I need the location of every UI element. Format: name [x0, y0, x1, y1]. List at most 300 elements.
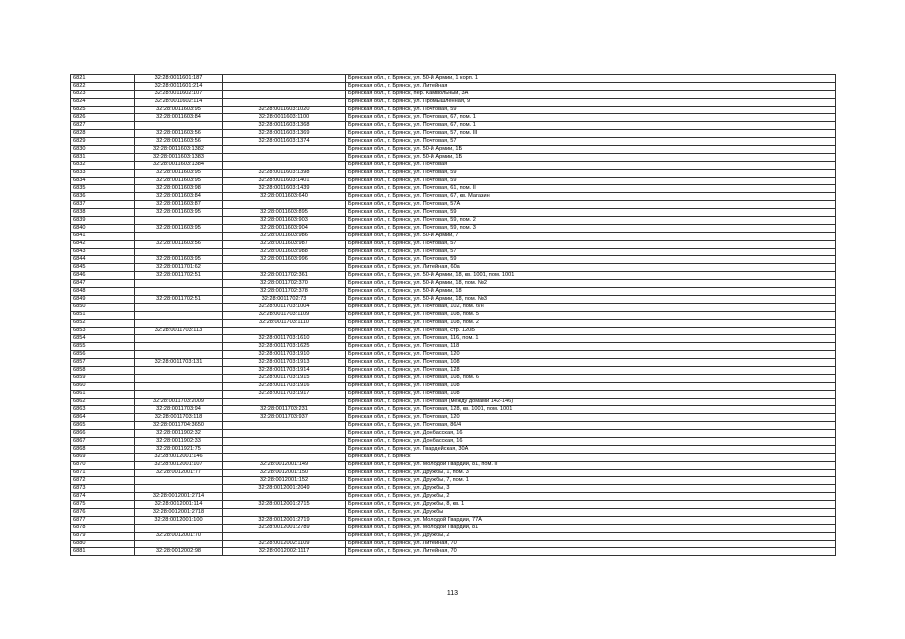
object-cadastral-number-cell: [223, 445, 346, 453]
object-cadastral-number-cell: 32:28:0011702:370: [223, 280, 346, 288]
table-row: [71, 532, 836, 540]
land-cadastral-number-cell: 32:28:0011603:95: [135, 106, 223, 114]
object-cadastral-number-cell: 32:28:0011703:1109: [223, 311, 346, 319]
address-cell: Брянская обл., г. Брянск, ул. Дружбы, 7, пом. 1: [346, 477, 836, 485]
address-cell: Брянская обл., г. Брянск, ул. Почтовая, 59, пом. 2: [346, 217, 836, 225]
address-cell: Брянская обл., г. Брянск, ул. Почтовая, 59, пом. 3: [346, 224, 836, 232]
land-cadastral-number-cell: [135, 319, 223, 327]
row-number-cell: 6860: [71, 382, 135, 390]
row-number-cell: 6821: [71, 75, 135, 83]
table-row: [71, 303, 836, 311]
land-cadastral-number-cell: [135, 311, 223, 319]
table-row: [71, 114, 836, 122]
object-cadastral-number-cell: 32:28:0012001:149: [223, 461, 346, 469]
address-cell: Брянская обл., г. Брянск, ул. Почтовая, 108: [346, 382, 836, 390]
address-cell: Брянская обл., г. Брянск, ул. Почтовая, 67, пом. 1: [346, 114, 836, 122]
address-cell: Брянская обл., г. Брянск, ул. 50-й Армии, 1Б: [346, 153, 836, 161]
row-number-cell: 6843: [71, 248, 135, 256]
address-cell: Брянская обл., г. Брянск, ул. Почтовая, 108: [346, 390, 836, 398]
land-cadastral-number-cell: [135, 477, 223, 485]
land-cadastral-number-cell: 32:28:0011603:1383: [135, 153, 223, 161]
address-cell: Брянская обл., г. Брянск, ул. Гвардейская, 30А: [346, 445, 836, 453]
table-row: [71, 224, 836, 232]
land-cadastral-number-cell: 32:28:0011603:56: [135, 130, 223, 138]
address-cell: Брянская обл., г. Брянск, ул. 50-й Армии, 7: [346, 232, 836, 240]
object-cadastral-number-cell: 32:28:0012002:1117: [223, 548, 346, 556]
land-cadastral-number-cell: 32:28:0011603:95: [135, 169, 223, 177]
object-cadastral-number-cell: 32:28:0011603:1439: [223, 185, 346, 193]
object-cadastral-number-cell: [223, 146, 346, 154]
object-cadastral-number-cell: [223, 327, 346, 335]
row-number-cell: 6831: [71, 153, 135, 161]
row-number-cell: 6833: [71, 169, 135, 177]
row-number-cell: 6853: [71, 327, 135, 335]
object-cadastral-number-cell: 32:28:0012002:1109: [223, 540, 346, 548]
object-cadastral-number-cell: 32:28:0011603:640: [223, 193, 346, 201]
table-row: [71, 461, 836, 469]
address-cell: Брянская обл., г. Брянск, ул. Дружбы, 3: [346, 485, 836, 493]
address-cell: Брянская обл., г. Брянск, ул. Почтовая, 86/4: [346, 422, 836, 430]
row-number-cell: 6842: [71, 240, 135, 248]
row-number-cell: 6873: [71, 485, 135, 493]
land-cadastral-number-cell: [135, 303, 223, 311]
address-cell: Брянская обл., г. Брянск, ул. Почтовая (между домами 142-146): [346, 398, 836, 406]
object-cadastral-number-cell: [223, 508, 346, 516]
object-cadastral-number-cell: 32:28:0012001:152: [223, 477, 346, 485]
address-cell: Брянская обл., г. Брянск, ул. Почтовая, 128, кв. 1001, пом. 1001: [346, 406, 836, 414]
row-number-cell: 6870: [71, 461, 135, 469]
table-row: [71, 398, 836, 406]
table-row: [71, 130, 836, 138]
object-cadastral-number-cell: 32:28:0011603:1401: [223, 177, 346, 185]
land-cadastral-number-cell: [135, 366, 223, 374]
table-row: [71, 374, 836, 382]
object-cadastral-number-cell: 32:28:0011603:988: [223, 248, 346, 256]
land-cadastral-number-cell: 32:28:0011701:62: [135, 264, 223, 272]
address-cell: Брянская обл., г. Брянск, ул. Почтовая, 67, пом. 1: [346, 122, 836, 130]
row-number-cell: 6823: [71, 90, 135, 98]
land-cadastral-number-cell: 32:28:0012002:98: [135, 548, 223, 556]
land-cadastral-number-cell: 32:28:0011603:98: [135, 185, 223, 193]
table-row: [71, 280, 836, 288]
row-number-cell: 6829: [71, 138, 135, 146]
object-cadastral-number-cell: 32:28:0011703:1910: [223, 351, 346, 359]
row-number-cell: 6832: [71, 161, 135, 169]
land-cadastral-number-cell: 32:28:0011703:113: [135, 327, 223, 335]
address-cell: Брянская обл., г. Брянск, ул. 50-й Армии, 1 корп. 1: [346, 75, 836, 83]
land-cadastral-number-cell: 32:28:0011601:187: [135, 75, 223, 83]
object-cadastral-number-cell: 32:28:0011703:1916: [223, 382, 346, 390]
object-cadastral-number-cell: [223, 398, 346, 406]
row-number-cell: 6834: [71, 177, 135, 185]
row-number-cell: 6828: [71, 130, 135, 138]
object-cadastral-number-cell: [223, 493, 346, 501]
address-cell: Брянская обл., г. Брянск, ул. 50-й Армии, 18, пом. №3: [346, 295, 836, 303]
address-cell: Брянская обл., г. Брянск, ул. Почтовая, 59: [346, 169, 836, 177]
address-cell: Брянская обл., г. Брянск, ул. Молодой Гвардии, 81, пом. II: [346, 461, 836, 469]
land-cadastral-number-cell: 32:28:0012001:146: [135, 453, 223, 461]
object-cadastral-number-cell: 32:28:0011603:986: [223, 232, 346, 240]
table-row: [71, 430, 836, 438]
row-number-cell: 6876: [71, 508, 135, 516]
address-cell: Брянская обл., г. Брянск, ул. Донбасская, 16: [346, 430, 836, 438]
land-cadastral-number-cell: 32:28:0012001:2718: [135, 508, 223, 516]
table-row: [71, 177, 836, 185]
object-cadastral-number-cell: 32:28:0011603:904: [223, 224, 346, 232]
object-cadastral-number-cell: [223, 437, 346, 445]
address-cell: Брянская обл., г. Брянск, ул. Донбасская, 16: [346, 437, 836, 445]
row-number-cell: 6856: [71, 351, 135, 359]
table-row: [71, 414, 836, 422]
object-cadastral-number-cell: 32:28:0012001:2789: [223, 524, 346, 532]
address-cell: Брянская обл., г. Брянск, ул. Почтовая, 57А: [346, 201, 836, 209]
table-row: [71, 453, 836, 461]
object-cadastral-number-cell: 32:28:0011703:1914: [223, 366, 346, 374]
address-cell: Брянская обл., г. Брянск, ул. Дружбы: [346, 508, 836, 516]
object-cadastral-number-cell: 32:28:0011702:378: [223, 288, 346, 296]
address-cell: Брянская обл., г. Брянск, ул. Почтовая, 116, пом. 1: [346, 335, 836, 343]
row-number-cell: 6839: [71, 217, 135, 225]
address-cell: Брянская обл., г. Брянск, ул. 50-й Армии, 18, кв. 1001, пом. 1001: [346, 272, 836, 280]
table-row: [71, 232, 836, 240]
row-number-cell: 6878: [71, 524, 135, 532]
table-row: [71, 264, 836, 272]
address-cell: Брянская обл., г. Брянск, ул. Почтовая, 59: [346, 106, 836, 114]
land-cadastral-number-cell: [135, 343, 223, 351]
land-cadastral-number-cell: 32:28:0011603:84: [135, 193, 223, 201]
land-cadastral-number-cell: 32:28:0012001:2714: [135, 493, 223, 501]
table-row: [71, 240, 836, 248]
land-cadastral-number-cell: [135, 540, 223, 548]
object-cadastral-number-cell: 32:28:0011603:895: [223, 209, 346, 217]
address-cell: Брянская обл., г. Брянск, пер. Камвольный, 3А: [346, 90, 836, 98]
address-cell: Брянская обл., г. Брянск, ул. Литейная: [346, 82, 836, 90]
object-cadastral-number-cell: 32:28:0011703:1610: [223, 335, 346, 343]
table-row: [71, 359, 836, 367]
address-cell: Брянская обл., г. Брянск, ул. Почтовая, 108, пом. 2: [346, 319, 836, 327]
land-cadastral-number-cell: 32:28:0011602:114: [135, 98, 223, 106]
address-cell: Брянская обл., г. Брянск, ул. Почтовая, 102, пом. б/н: [346, 303, 836, 311]
address-cell: Брянская обл., г. Брянск, ул. Почтовая, 57: [346, 138, 836, 146]
address-cell: Брянская обл., г. Брянск, ул. Почтовая: [346, 161, 836, 169]
table-row: [71, 422, 836, 430]
table-row: [71, 169, 836, 177]
object-cadastral-number-cell: [223, 82, 346, 90]
row-number-cell: 6854: [71, 335, 135, 343]
object-cadastral-number-cell: [223, 161, 346, 169]
address-cell: Брянская обл., г. Брянск, ул. Дружбы, 2: [346, 532, 836, 540]
row-number-cell: 6836: [71, 193, 135, 201]
row-number-cell: 6862: [71, 398, 135, 406]
row-number-cell: 6875: [71, 501, 135, 509]
address-cell: Брянская обл., г. Брянск, ул. Почтовая, 59: [346, 209, 836, 217]
row-number-cell: 6866: [71, 430, 135, 438]
row-number-cell: 6869: [71, 453, 135, 461]
row-number-cell: 6877: [71, 516, 135, 524]
land-cadastral-number-cell: 32:28:0011603:56: [135, 240, 223, 248]
address-cell: Брянская обл., г. Брянск, ул. Литейная, 70: [346, 540, 836, 548]
row-number-cell: 6879: [71, 532, 135, 540]
land-cadastral-number-cell: 32:28:0011603:95: [135, 256, 223, 264]
land-cadastral-number-cell: [135, 374, 223, 382]
row-number-cell: 6846: [71, 272, 135, 280]
land-cadastral-number-cell: [135, 288, 223, 296]
table-row: [71, 185, 836, 193]
land-cadastral-number-cell: [135, 248, 223, 256]
table-row: [71, 437, 836, 445]
land-cadastral-number-cell: 32:28:0011703:94: [135, 406, 223, 414]
land-cadastral-number-cell: 32:28:0011703:131: [135, 359, 223, 367]
object-cadastral-number-cell: 32:28:0012001:2715: [223, 501, 346, 509]
address-cell: Брянская обл., г. Брянск, ул. Почтовая, 57, пом. III: [346, 130, 836, 138]
address-cell: Брянская обл., г. Брянск, ул. Почтовая, 118: [346, 343, 836, 351]
table-row: [71, 382, 836, 390]
land-cadastral-number-cell: 32:28:0011603:95: [135, 224, 223, 232]
land-cadastral-number-cell: 32:28:0011602:107: [135, 90, 223, 98]
table-row: [71, 508, 836, 516]
land-cadastral-number-cell: 32:28:0012001:77: [135, 469, 223, 477]
address-cell: Брянская обл., г. Брянск, ул. Почтовая, 59: [346, 177, 836, 185]
land-cadastral-number-cell: [135, 280, 223, 288]
row-number-cell: 6863: [71, 406, 135, 414]
land-cadastral-number-cell: 32:28:0012001:107: [135, 461, 223, 469]
table-row: [71, 327, 836, 335]
object-cadastral-number-cell: 32:28:0012001:2049: [223, 485, 346, 493]
row-number-cell: 6850: [71, 303, 135, 311]
address-cell: Брянская обл., г. Брянск, ул. Почтовая, 120: [346, 414, 836, 422]
row-number-cell: 6852: [71, 319, 135, 327]
address-cell: Брянская обл., г. Брянск, ул. Почтовая, стр. 120Б: [346, 327, 836, 335]
row-number-cell: 6827: [71, 122, 135, 130]
table-row: [71, 122, 836, 130]
table-row: [71, 485, 836, 493]
object-cadastral-number-cell: 32:28:0012001:2719: [223, 516, 346, 524]
address-cell: Брянская обл., г. Брянск, ул. 50-й Армии, 1Б: [346, 146, 836, 154]
table-row: [71, 217, 836, 225]
table-row: [71, 90, 836, 98]
address-cell: Брянская обл., г. Брянск, ул. Почтовая, 57: [346, 240, 836, 248]
object-cadastral-number-cell: 32:28:0011703:1110: [223, 319, 346, 327]
table-row: [71, 493, 836, 501]
address-cell: Брянская обл., г. Брянск, ул. Литейная, 70: [346, 548, 836, 556]
object-cadastral-number-cell: [223, 153, 346, 161]
address-cell: Брянская обл., г. Брянск: [346, 453, 836, 461]
row-number-cell: 6847: [71, 280, 135, 288]
object-cadastral-number-cell: 32:28:0011702:361: [223, 272, 346, 280]
row-number-cell: 6864: [71, 414, 135, 422]
table-row: [71, 351, 836, 359]
row-number-cell: 6861: [71, 390, 135, 398]
address-cell: Брянская обл., г. Брянск, ул. Дружбы, 1, пом. 3: [346, 469, 836, 477]
object-cadastral-number-cell: 32:28:0011603:1368: [223, 122, 346, 130]
row-number-cell: 6849: [71, 295, 135, 303]
address-cell: Брянская обл., г. Брянск, ул. Литейная, 60а: [346, 264, 836, 272]
table-row: [71, 209, 836, 217]
land-cadastral-number-cell: [135, 524, 223, 532]
table-row: [71, 106, 836, 114]
table-row: [71, 548, 836, 556]
table-row: [71, 516, 836, 524]
row-number-cell: 6867: [71, 437, 135, 445]
land-cadastral-number-cell: 32:28:0011902:33: [135, 437, 223, 445]
object-cadastral-number-cell: 32:28:0012001:150: [223, 469, 346, 477]
address-cell: Брянская обл., г. Брянск, ул. Молодой Гвардии, 81: [346, 524, 836, 532]
row-number-cell: 6845: [71, 264, 135, 272]
table-row: [71, 319, 836, 327]
address-cell: Брянская обл., г. Брянск, ул. Почтовая, 59: [346, 256, 836, 264]
object-cadastral-number-cell: 32:28:0011603:1100: [223, 114, 346, 122]
table-row: [71, 288, 836, 296]
land-cadastral-number-cell: 32:28:0012001:100: [135, 516, 223, 524]
table-row: [71, 406, 836, 414]
object-cadastral-number-cell: 32:28:0011703:1915: [223, 374, 346, 382]
row-number-cell: 6871: [71, 469, 135, 477]
row-number-cell: 6855: [71, 343, 135, 351]
land-cadastral-number-cell: 32:28:0011703:118: [135, 414, 223, 422]
address-cell: Брянская обл., г. Брянск, ул. Молодой Гвардии, 77А: [346, 516, 836, 524]
row-number-cell: 6881: [71, 548, 135, 556]
object-cadastral-number-cell: 32:28:0011603:903: [223, 217, 346, 225]
address-cell: Брянская обл., г. Брянск, ул. Промышленная, 9: [346, 98, 836, 106]
object-cadastral-number-cell: [223, 90, 346, 98]
row-number-cell: 6837: [71, 201, 135, 209]
row-number-cell: 6838: [71, 209, 135, 217]
row-number-cell: 6880: [71, 540, 135, 548]
row-number-cell: 6859: [71, 374, 135, 382]
land-cadastral-number-cell: 32:28:0011601:214: [135, 82, 223, 90]
object-cadastral-number-cell: 32:28:0011603:1374: [223, 138, 346, 146]
row-number-cell: 6868: [71, 445, 135, 453]
land-cadastral-number-cell: 32:28:0011603:87: [135, 201, 223, 209]
row-number-cell: 6851: [71, 311, 135, 319]
table-row: [71, 272, 836, 280]
object-cadastral-number-cell: 32:28:0011703:1913: [223, 359, 346, 367]
table-row: [71, 193, 836, 201]
object-cadastral-number-cell: [223, 532, 346, 540]
land-cadastral-number-cell: 32:28:0011603:1382: [135, 146, 223, 154]
land-cadastral-number-cell: 32:28:0011702:51: [135, 295, 223, 303]
page-number: 113: [446, 590, 459, 597]
table-row: [71, 524, 836, 532]
row-number-cell: 6835: [71, 185, 135, 193]
table-row: [71, 138, 836, 146]
land-cadastral-number-cell: 32:28:0012001:114: [135, 501, 223, 509]
object-cadastral-number-cell: 32:28:0011603:987: [223, 240, 346, 248]
row-number-cell: 6858: [71, 366, 135, 374]
table-row: [71, 82, 836, 90]
land-cadastral-number-cell: 32:28:0011703:2009: [135, 398, 223, 406]
address-cell: Брянская обл., г. Брянск, ул. Почтовая, 67, кв. Магазин: [346, 193, 836, 201]
object-cadastral-number-cell: 32:28:0011603:1020: [223, 106, 346, 114]
object-cadastral-number-cell: 32:28:0011603:996: [223, 256, 346, 264]
row-number-cell: 6865: [71, 422, 135, 430]
table-row: [71, 540, 836, 548]
object-cadastral-number-cell: 32:28:0011603:1398: [223, 169, 346, 177]
object-cadastral-number-cell: [223, 422, 346, 430]
row-number-cell: 6822: [71, 82, 135, 90]
table-row: [71, 366, 836, 374]
address-cell: Брянская обл., г. Брянск, ул. Почтовая, 61, пом. II: [346, 185, 836, 193]
table-row: [71, 161, 836, 169]
object-cadastral-number-cell: 32:28:0011703:231: [223, 406, 346, 414]
table-row: [71, 153, 836, 161]
table-row: [71, 98, 836, 106]
object-cadastral-number-cell: [223, 201, 346, 209]
row-number-cell: 6830: [71, 146, 135, 154]
land-cadastral-number-cell: [135, 485, 223, 493]
object-cadastral-number-cell: [223, 430, 346, 438]
table-row: [71, 256, 836, 264]
row-number-cell: 6848: [71, 288, 135, 296]
object-cadastral-number-cell: 32:28:0011703:1625: [223, 343, 346, 351]
table-row: [71, 469, 836, 477]
land-cadastral-number-cell: 32:28:0011603:95: [135, 177, 223, 185]
land-cadastral-number-cell: 32:28:0011603:95: [135, 209, 223, 217]
registry-table: [70, 74, 836, 556]
land-cadastral-number-cell: [135, 122, 223, 130]
table-row: [71, 390, 836, 398]
object-cadastral-number-cell: 32:28:0011603:1369: [223, 130, 346, 138]
row-number-cell: 6844: [71, 256, 135, 264]
address-cell: Брянская обл., г. Брянск, ул. 50-й Армии, 18, пом. №2: [346, 280, 836, 288]
land-cadastral-number-cell: 32:28:0012001:70: [135, 532, 223, 540]
row-number-cell: 6824: [71, 98, 135, 106]
table-row: [71, 335, 836, 343]
row-number-cell: 6874: [71, 493, 135, 501]
land-cadastral-number-cell: 32:28:0011603:56: [135, 138, 223, 146]
object-cadastral-number-cell: 32:28:0011702:73: [223, 295, 346, 303]
table-row: [71, 501, 836, 509]
table-row: [71, 146, 836, 154]
land-cadastral-number-cell: 32:28:0011921:75: [135, 445, 223, 453]
land-cadastral-number-cell: 32:28:0011603:1384: [135, 161, 223, 169]
table-row: [71, 295, 836, 303]
table-row: [71, 75, 836, 83]
address-cell: Брянская обл., г. Брянск, ул. Почтовая, 57: [346, 248, 836, 256]
row-number-cell: 6840: [71, 224, 135, 232]
object-cadastral-number-cell: [223, 264, 346, 272]
address-cell: Брянская обл., г. Брянск, ул. Дружбы, 8, кв. 1: [346, 501, 836, 509]
table-row: [71, 248, 836, 256]
address-cell: Брянская обл., г. Брянск, ул. 50-й Армии, 18: [346, 288, 836, 296]
address-cell: Брянская обл., г. Брянск, ул. Почтовая, 108, пом. 5: [346, 311, 836, 319]
land-cadastral-number-cell: 32:28:0011902:32: [135, 430, 223, 438]
row-number-cell: 6826: [71, 114, 135, 122]
land-cadastral-number-cell: 32:28:0011704:3650: [135, 422, 223, 430]
land-cadastral-number-cell: 32:28:0011603:84: [135, 114, 223, 122]
address-cell: Брянская обл., г. Брянск, ул. Почтовая, 108: [346, 359, 836, 367]
object-cadastral-number-cell: [223, 75, 346, 83]
object-cadastral-number-cell: 32:28:0011703:1917: [223, 390, 346, 398]
table-row: [71, 311, 836, 319]
row-number-cell: 6857: [71, 359, 135, 367]
table-row: [71, 343, 836, 351]
land-cadastral-number-cell: [135, 217, 223, 225]
object-cadastral-number-cell: 32:28:0011703:937: [223, 414, 346, 422]
land-cadastral-number-cell: [135, 351, 223, 359]
address-cell: Брянская обл., г. Брянск, ул. Почтовая, 108, пом. 6: [346, 374, 836, 382]
row-number-cell: 6841: [71, 232, 135, 240]
object-cadastral-number-cell: [223, 98, 346, 106]
registry-table-body: [71, 75, 836, 556]
object-cadastral-number-cell: [223, 453, 346, 461]
address-cell: Брянская обл., г. Брянск, ул. Почтовая, 128: [346, 366, 836, 374]
row-number-cell: 6872: [71, 477, 135, 485]
table-row: [71, 445, 836, 453]
address-cell: Брянская обл., г. Брянск, ул. Дружбы, 2: [346, 493, 836, 501]
land-cadastral-number-cell: [135, 335, 223, 343]
land-cadastral-number-cell: [135, 390, 223, 398]
